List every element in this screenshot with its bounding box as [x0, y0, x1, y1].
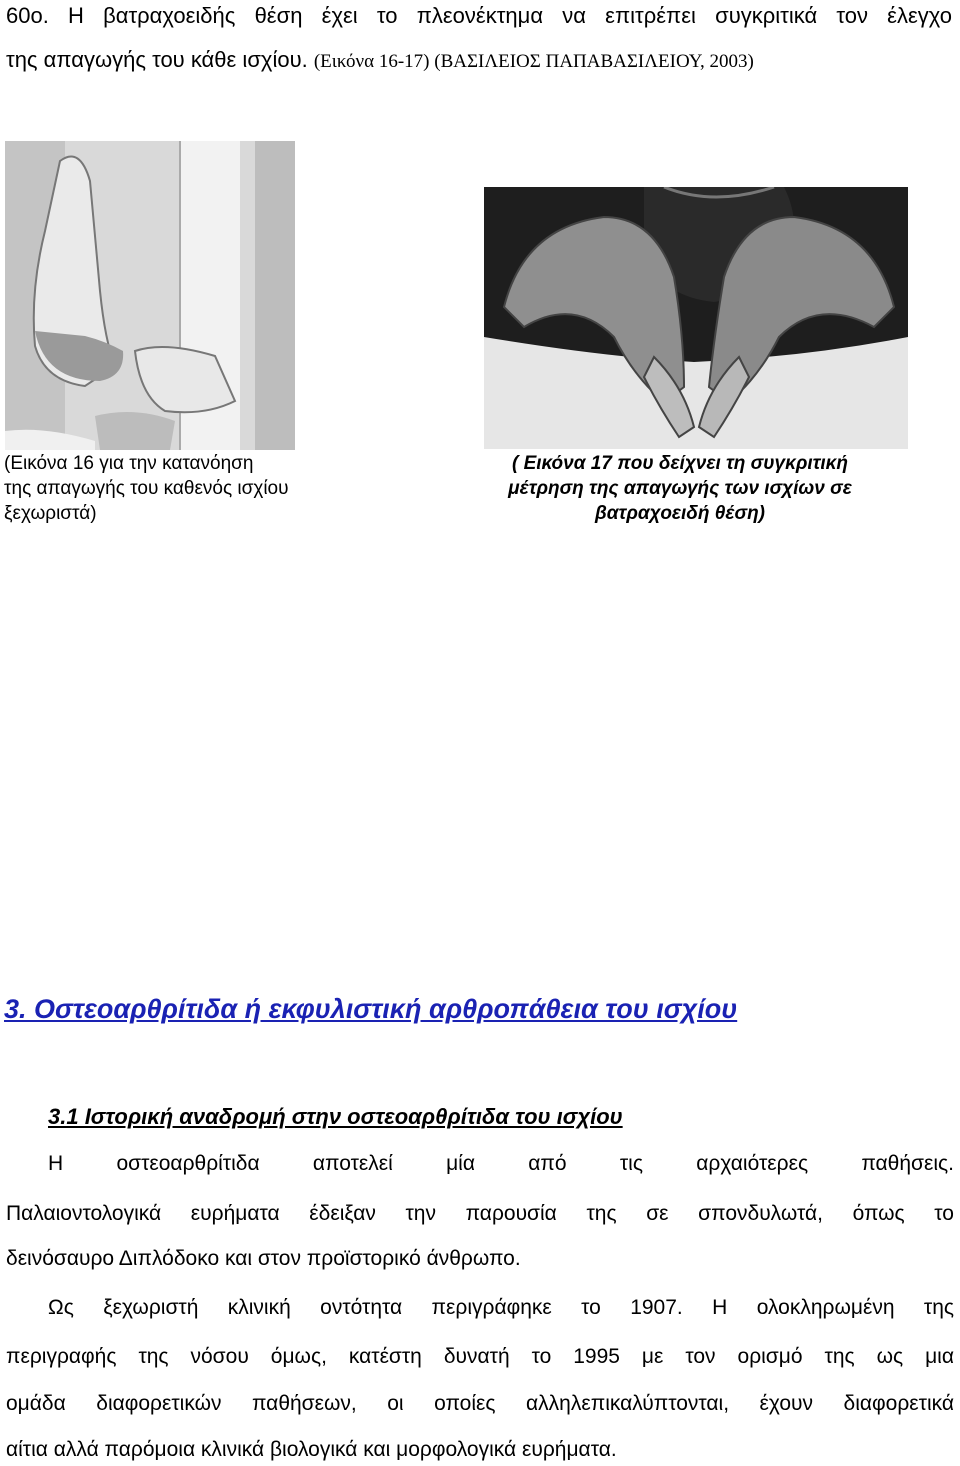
figure-16-photo	[5, 141, 295, 450]
figure-17-caption-line: βατραχοειδή θέση)	[594, 503, 766, 524]
figure-reference: (Εικόνα 16-17) (ΒΑΣΙΛΕΙΟΣ ΠΑΠΑΒΑΣΙΛΕΙΟΥ, 2003)	[313, 51, 754, 72]
figure-16-caption-line: (Εικόνα 16 για την κατανόηση	[4, 453, 254, 474]
body-line-3: δεινόσαυρο Διπλόδοκο και στον προϊστορικό άνθρωπο.	[6, 1247, 521, 1270]
body-line-2: Παλαιοντολογικά ευρήματα έδειξαν την παρουσία της σε σπονδυλωτά, όπως το	[6, 1202, 954, 1225]
body-line-5: περιγραφής της νόσου όμως, κατέστη δυνατή το 1995 με τον ορισμό της ως μια	[6, 1345, 954, 1368]
intro-line-2-text: της απαγωγής του κάθε ισχίου.	[6, 47, 308, 72]
body-line-4: Ως ξεχωριστή κλινική οντότητα περιγράφηκε το 1907. Η ολοκληρωμένη της	[48, 1296, 954, 1319]
subsection-heading: 3.1 Ιστορική αναδρομή στην οστεοαρθρίτιδα του ισχίου	[48, 1104, 623, 1129]
intro-line-1: 60ο. Η βατραχοειδής θέση έχει το πλεονέκτημα να επιτρέπει συγκριτικά τον έλεγχο	[6, 3, 952, 28]
body-line-1: Η οστεοαρθρίτιδα αποτελεί μία από τις αρχαιότερες παθήσεις.	[48, 1152, 954, 1175]
body-line-7: αίτια αλλά παρόμοια κλινικά βιολογικά και μορφολογικά ευρήματα.	[6, 1438, 617, 1461]
figure-17-illustration	[484, 187, 908, 449]
figure-17-caption	[430, 451, 930, 526]
figure-16-illustration	[5, 141, 295, 450]
figure-16-caption-line: της απαγωγής του καθενός ισχίου	[4, 478, 289, 499]
figure-17-caption-line: ( Εικόνα 17 που δείχνει τη συγκριτική	[511, 453, 849, 474]
figure-16-caption	[4, 451, 344, 526]
figure-16-caption-line: ξεχωριστά)	[4, 503, 97, 524]
body-line-6: ομάδα διαφορετικών παθήσεων, οι οποίες αλληλεπικαλύπτονται, έχουν διαφορετικά	[6, 1392, 954, 1415]
section-heading: 3. Οστεοαρθρίτιδα ή εκφυλιστική αρθροπάθεια του ισχίου	[4, 994, 738, 1024]
intro-line-2	[6, 47, 754, 75]
figure-17-caption-line: μέτρηση της απαγωγής των ισχίων σε	[508, 478, 852, 499]
figure-17-photo	[484, 187, 908, 449]
